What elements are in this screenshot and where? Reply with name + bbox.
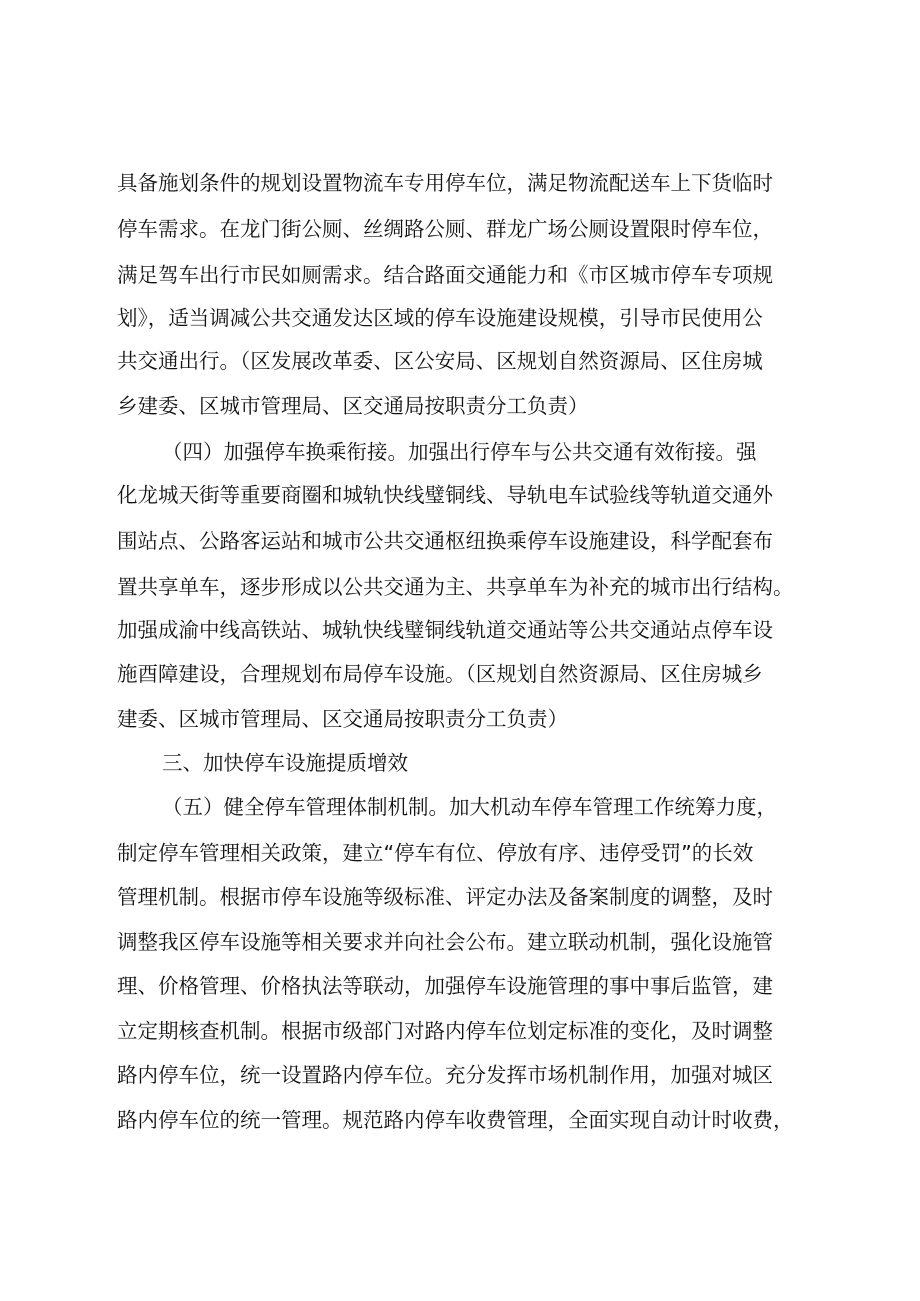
paragraph-line: 围站点、公路客运站和城市公共交通枢纽换乘停车设施建设，科学配套布	[117, 529, 773, 553]
paragraph-line: 满足驾车出行市民如厕需求。结合路面交通能力和《市区城市停车专项规	[117, 263, 773, 287]
paragraph-line: 立定期核查机制。根据市级部门对路内停车位划定标准的变化，及时调整	[117, 1019, 773, 1043]
paragraph-line: 管理机制。根据市停车设施等级标准、评定办法及备案制度的调整，及时	[117, 885, 773, 909]
paragraph-line: 施酉障建设，合理规划布局停车设施。（区规划自然资源局、区住房城乡	[117, 662, 763, 686]
paragraph-line: 建委、区城市管理局、区交通局按职责分工负责）	[117, 707, 568, 731]
paragraph-line: 乡建委、区城市管理局、区交通局按职责分工负责）	[117, 394, 589, 418]
paragraph-line: 划》，适当调减公共交通发达区域的停车设施建设规模，引导市民使用公	[117, 306, 763, 330]
paragraph-line: 制定停车管理相关政策，建立“停车有位、停放有序、违停受罚”的长效	[117, 841, 754, 865]
paragraph-line: 停车需求。在龙门街公厕、丝绸路公厕、群龙广场公厕设置限时停车位，	[117, 217, 773, 241]
paragraph-line: 具备施划条件的规划设置物流车专用停车位，满足物流配送车上下货临时	[117, 171, 773, 195]
chapter-heading-3: 三、加快停车设施提质增效	[162, 751, 408, 775]
paragraph-line: 化龙城天街等重要商圈和城轨快线璧铜线、导轨电车试验线等轨道交通外	[117, 483, 773, 507]
section-heading-4: （四）加强停车换乘衔接。加强出行停车与公共交通有效衔接。强	[162, 440, 757, 464]
paragraph-line: 路内停车位，统一设置路内停车位。充分发挥市场机制作用，加强对城区	[117, 1063, 773, 1087]
paragraph-line: 共交通出行。（区发展改革委、区公安局、区规划自然资源局、区住房城	[117, 349, 763, 373]
paragraph-line: 加强成渝中线高铁站、城轨快线璧铜线轨道交通站等公共交通站点停车设	[117, 618, 773, 642]
paragraph-line: 路内停车位的统一管理。规范路内停车收费管理，全面实现自动计时收费，	[117, 1108, 794, 1132]
paragraph-line: 置共享单车，逐步形成以公共交通为主、共享单车为补充的城市出行结构。	[117, 575, 794, 599]
paragraph-line: 理、价格管理、价格执法等联动，加强停车设施管理的事中事后监管，建	[117, 974, 773, 998]
section-heading-5: （五）健全停车管理体制机制。加大机动车停车管理工作统筹力度，	[162, 795, 777, 819]
paragraph-line: 调整我区停车设施等相关要求并向社会公布。建立联动机制，强化设施管	[117, 930, 773, 954]
